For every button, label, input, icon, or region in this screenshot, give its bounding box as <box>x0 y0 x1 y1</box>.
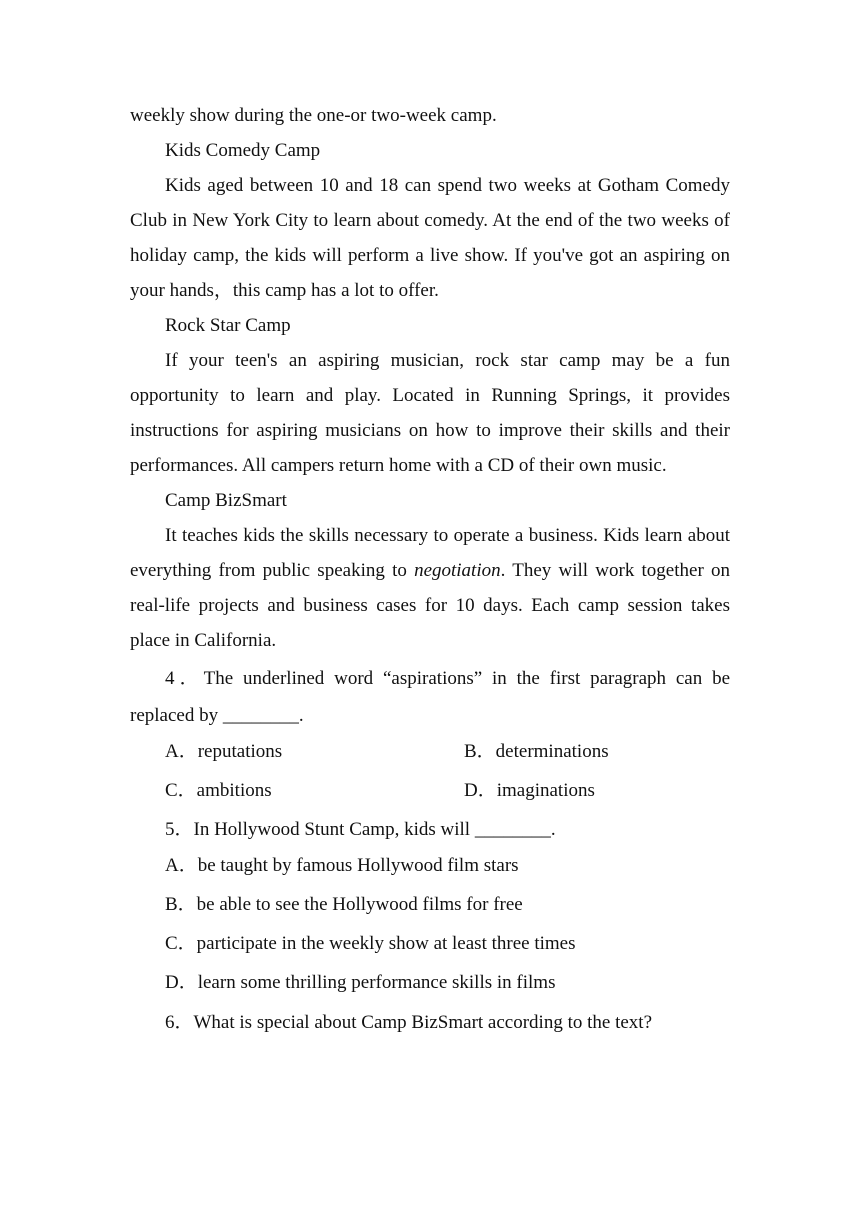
question-4-option-c: C．ambitions <box>165 780 272 801</box>
passage-paragraph-rock-star: If your teen's an aspiring musician, rock star camp may be a fun opportunity to learn and play. Located in Running Springs, it provides instructions for aspiring musicians on how to improve their skills and their performances. All campers return home with a CD of their own music. <box>130 350 730 476</box>
question-4-option-d: D．imaginations <box>464 780 595 801</box>
bizsmart-text-before: It teaches kids the skills necessary to operate a business. Kids learn about everything from public speaking to <box>130 525 730 581</box>
question-6 <box>130 1004 730 1041</box>
question-4 <box>130 660 730 808</box>
question-5-stem: 5．In Hollywood Stunt Camp, kids will ________. <box>165 819 556 840</box>
document-page <box>130 98 730 1041</box>
camp-heading-kids-comedy: Kids Comedy Camp <box>165 140 321 161</box>
camp-heading-bizsmart: Camp BizSmart <box>165 490 287 511</box>
question-5-option-c: C．participate in the weekly show at least three times <box>165 933 576 954</box>
italic-term: negotiation <box>414 560 501 581</box>
question-5-option-d: D．learn some thrilling performance skills in films <box>165 972 556 993</box>
question-5-options <box>130 848 730 1000</box>
passage-paragraph-kids-comedy: Kids aged between 10 and 18 can spend two weeks at Gotham Comedy Club in New York City to learn about comedy. At the end of the two weeks of holiday camp, the kids will perform a live show. If you've got an aspiring on your hands，this camp has a lot to offer. <box>130 175 730 301</box>
bizsmart-text-after: . They will work together on real-life projects and business cases for 10 days. Each camp session takes place in California. <box>130 560 730 651</box>
question-4-option-b: B．determinations <box>464 741 609 762</box>
question-4-options <box>130 734 730 808</box>
question-4-option-a: A．reputations <box>165 741 283 762</box>
question-5 <box>130 811 730 1000</box>
passage-paragraph-bizsmart <box>130 518 730 658</box>
question-5-option-a: A．be taught by famous Hollywood film stars <box>165 855 519 876</box>
camp-heading-rock-star: Rock Star Camp <box>165 315 291 336</box>
question-4-stem: 4．The underlined word “aspirations” in the first paragraph can be replaced by ________. <box>130 668 730 726</box>
passage-paragraph-continued: weekly show during the one-or two-week camp. <box>130 105 497 126</box>
question-5-option-b: B．be able to see the Hollywood films for free <box>165 894 523 915</box>
question-6-stem: 6．What is special about Camp BizSmart according to the text? <box>165 1012 653 1033</box>
